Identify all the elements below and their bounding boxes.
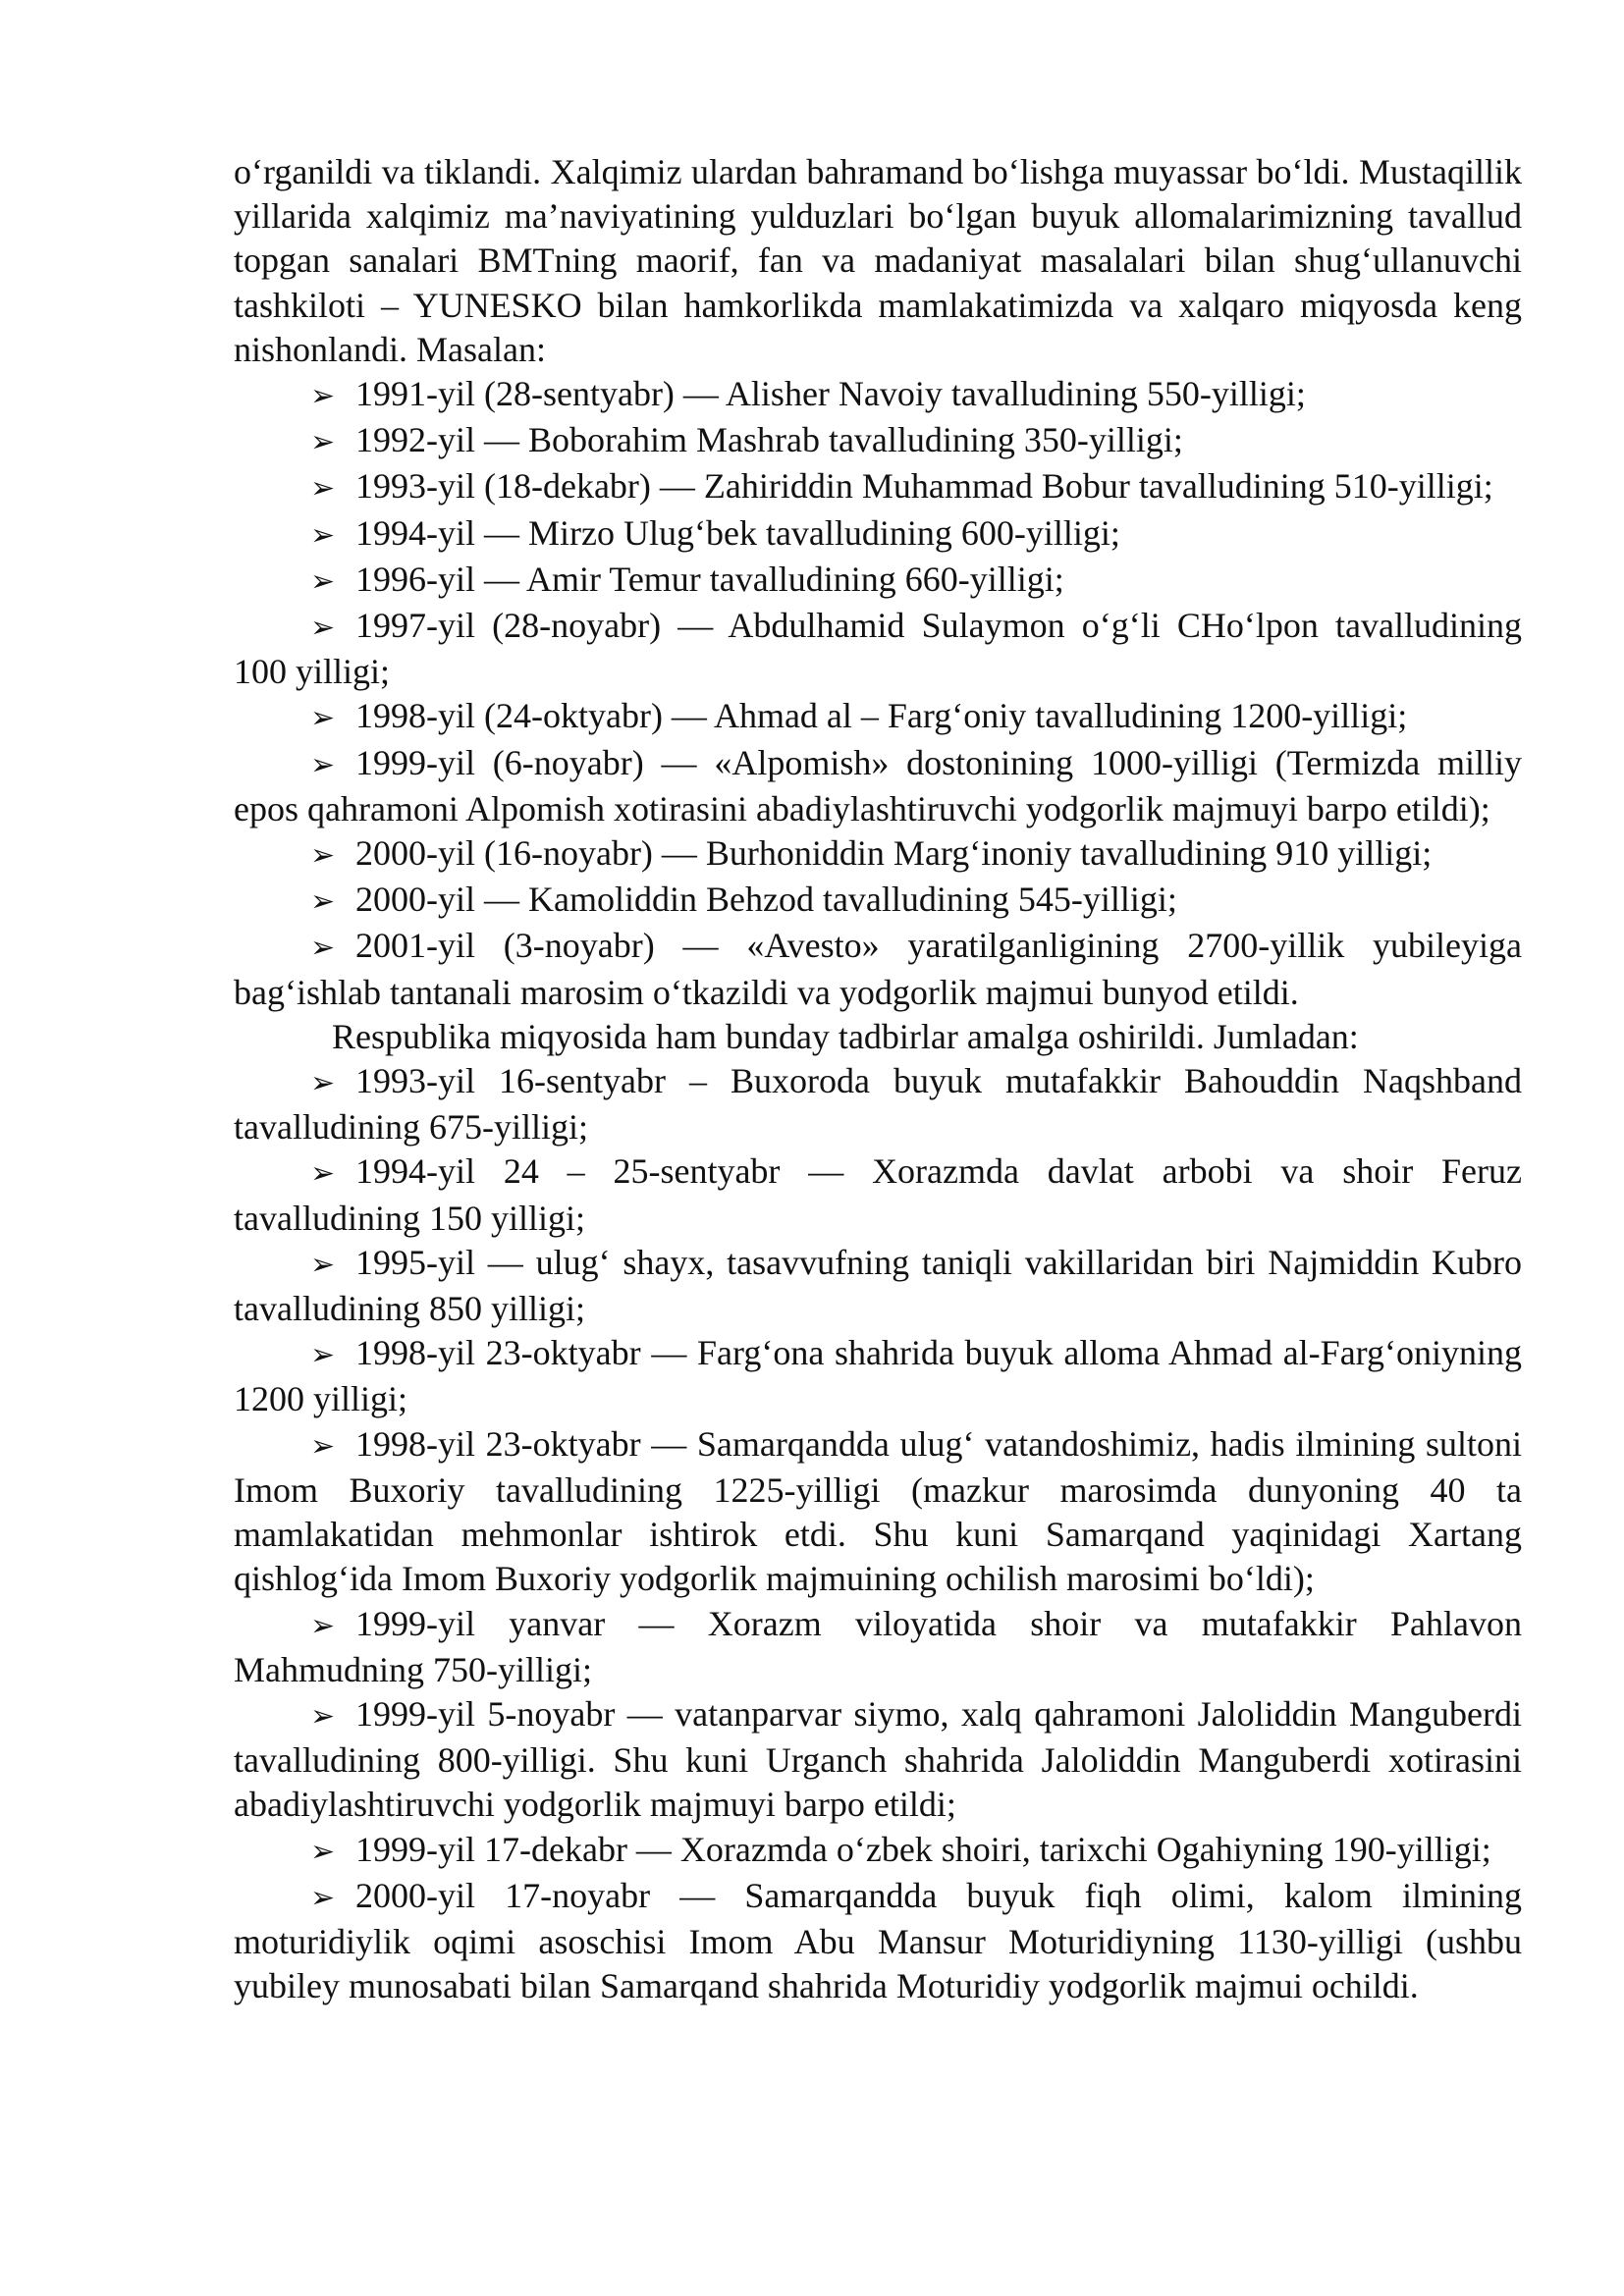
list-item-text: 1993-yil 16-sentyabr – Buxoroda buyuk mutafakkir Bahouddin Naqshband tavalludining 675-yilligi; [234,1061,1522,1148]
list-item-text: 1997-yil (28-noyabr) — Abdulhamid Sulaymon o‘g‘li CHo‘lpon tavalludining 100 yilligi; [234,606,1522,692]
intro-paragraph: o‘rganildi va tiklandi. Xalqimiz ulardan bahramand bo‘lishga muyassar bo‘ldi. Mustaqillik yillarida xalqimiz ma’naviyatining yulduzlari bo‘lgan buyuk allomalarimizning tavallud topgan sanalari BMTning maorif, fan va madaniyat masalalari bilan shug‘ullanuvchi tashkiloti – YUNESKO bilan hamkorlikda mamlakatimizda va xalqaro miqyosda keng nishonlandi. Masalan: [234,152,1522,369]
list-item-text: 2000-yil — Kamoliddin Behzod tavalludining 545-yilligi; [355,880,1177,920]
list-item-text: 2000-yil 17-noyabr — Samarqandda buyuk fiqh olimi, kalom ilmining moturidiylik oqimi asoschisi Imom Abu Mansur Moturidiyning 1130-yilligi (ushbu yubiley munosabati bilan Samarqand shahrida Moturidiy yodgorlik majmui ochildi. [234,1875,1522,2006]
list-item [234,1149,1522,1240]
list-item-text: 1994-yil — Mirzo Ulug‘bek tavalludining 600-yilligi; [355,512,1120,553]
list-item-text: 1993-yil (18-dekabr) — Zahiriddin Muhammad Bobur tavalludining 510-yilligi; [355,466,1493,507]
list-item-text: 1998-yil (24-oktyabr) — Ahmad al – Farg‘oniy tavalludining 1200-yilligi; [355,696,1408,736]
arrow-bullet-icon: ➢ [310,747,336,782]
arrow-bullet-icon: ➢ [310,611,336,646]
arrow-bullet-icon: ➢ [310,1338,336,1373]
list-item-text: 2001-yil (3-noyabr) — «Avesto» yaratilganligining 2700-yillik yubileyiga bag‘ishlab tantanali marosim o‘tkazildi va yodgorlik majmui bunyod etildi. [234,926,1522,1012]
international-events-list [234,372,1522,1015]
list-item [234,1331,1522,1421]
list-item-text: 1992-yil — Boborahim Mashrab tavalludining 350-yilligi; [355,420,1183,460]
list-item-text: 2000-yil (16-noyabr) — Burhoniddin Marg‘inoniy tavalludining 910 yilligi; [355,833,1433,874]
arrow-bullet-icon: ➢ [310,1880,336,1915]
republic-intro-paragraph: Respublika miqyosida ham bunday tadbirlar amalga oshirildi. Jumladan: [332,1016,1359,1056]
arrow-bullet-icon: ➢ [310,1698,336,1734]
list-item [234,372,1522,418]
list-item [234,741,1522,831]
list-item [234,511,1522,558]
list-item-text: 1999-yil 5-noyabr — vatanparvar siymo, xalq qahramoni Jaloliddin Manguberdi tavalludining 800-yilligi. Shu kuni Urganch shahrida Jaloliddin Manguberdi xotirasini abadiylashtiruvchi yodgorlik majmuyi barpo etildi; [234,1693,1522,1825]
arrow-bullet-icon: ➢ [310,1156,336,1192]
arrow-bullet-icon: ➢ [310,471,336,507]
list-item-text: 1994-yil 24 – 25-sentyabr — Xorazmda davlat arbobi va shoir Feruz tavalludining 150 yilligi; [234,1151,1522,1238]
arrow-bullet-icon: ➢ [310,1066,336,1101]
arrow-bullet-icon: ➢ [310,931,336,966]
list-item [234,878,1522,924]
list-item-text: 1998-yil 23-oktyabr — Farg‘ona shahrida buyuk alloma Ahmad al-Farg‘oniyning 1200 yilligi; [234,1333,1522,1419]
list-item [234,1692,1522,1828]
arrow-bullet-icon: ➢ [310,1608,336,1643]
arrow-bullet-icon: ➢ [310,838,336,874]
arrow-bullet-icon: ➢ [310,884,336,920]
arrow-bullet-icon: ➢ [310,1247,336,1282]
document-page [234,150,1522,2008]
list-item-text: 1999-yil (6-noyabr) — «Alpomish» dostonining 1000-yilligi (Termizda milliy epos qahramoni Alpomish xotirasini abadiylashtiruvchi yodgorlik majmuyi barpo etildi); [234,742,1522,828]
list-item [234,418,1522,464]
list-item [234,1874,1522,2009]
list-item [234,1602,1522,1692]
list-item-text: 1998-yil 23-oktyabr — Samarqandda ulug‘ vatandoshimiz, hadis ilmining sultoni Imom Buxoriy tavalludining 1225-yilligi (mazkur marosimda dunyoning 40 ta mamlakatidan mehmonlar ishtirok etdi. Shu kuni Samarqand yaqinidagi Xartang qishlog‘ida Imom Buxoriy yodgorlik majmuining ochilish marosimi bo‘ldi); [234,1423,1522,1599]
arrow-bullet-icon: ➢ [310,379,336,414]
list-item [234,1828,1522,1874]
arrow-bullet-icon: ➢ [310,1834,336,1869]
arrow-bullet-icon: ➢ [310,517,336,553]
arrow-bullet-icon: ➢ [310,563,336,599]
list-item [234,604,1522,694]
arrow-bullet-icon: ➢ [310,425,336,460]
arrow-bullet-icon: ➢ [310,1428,336,1464]
arrow-bullet-icon: ➢ [310,701,336,736]
republic-events-list [234,1059,1522,2008]
list-item [234,1241,1522,1331]
list-item [234,558,1522,604]
list-item [234,1422,1522,1602]
list-item-text: 1999-yil 17-dekabr — Xorazmda o‘zbek shoiri, tarixchi Ogahiyning 190-yilligi; [355,1829,1491,1869]
list-item [234,924,1522,1014]
list-item-text: 1991-yil (28-sentyabr) — Alisher Navoiy tavalludining 550-yilligi; [355,374,1306,414]
list-item-text: 1996-yil — Amir Temur tavalludining 660-yilligi; [355,559,1064,599]
list-item-text: 1995-yil — ulug‘ shayx, tasavvufning taniqli vakillaridan biri Najmiddin Kubro tavalludining 850 yilligi; [234,1242,1522,1329]
list-item [234,831,1522,878]
list-item-text: 1999-yil yanvar — Xorazm viloyatida shoir va mutafakkir Pahlavon Mahmudning 750-yilligi; [234,1603,1522,1689]
list-item [234,464,1522,510]
list-item [234,1059,1522,1149]
list-item [234,694,1522,740]
